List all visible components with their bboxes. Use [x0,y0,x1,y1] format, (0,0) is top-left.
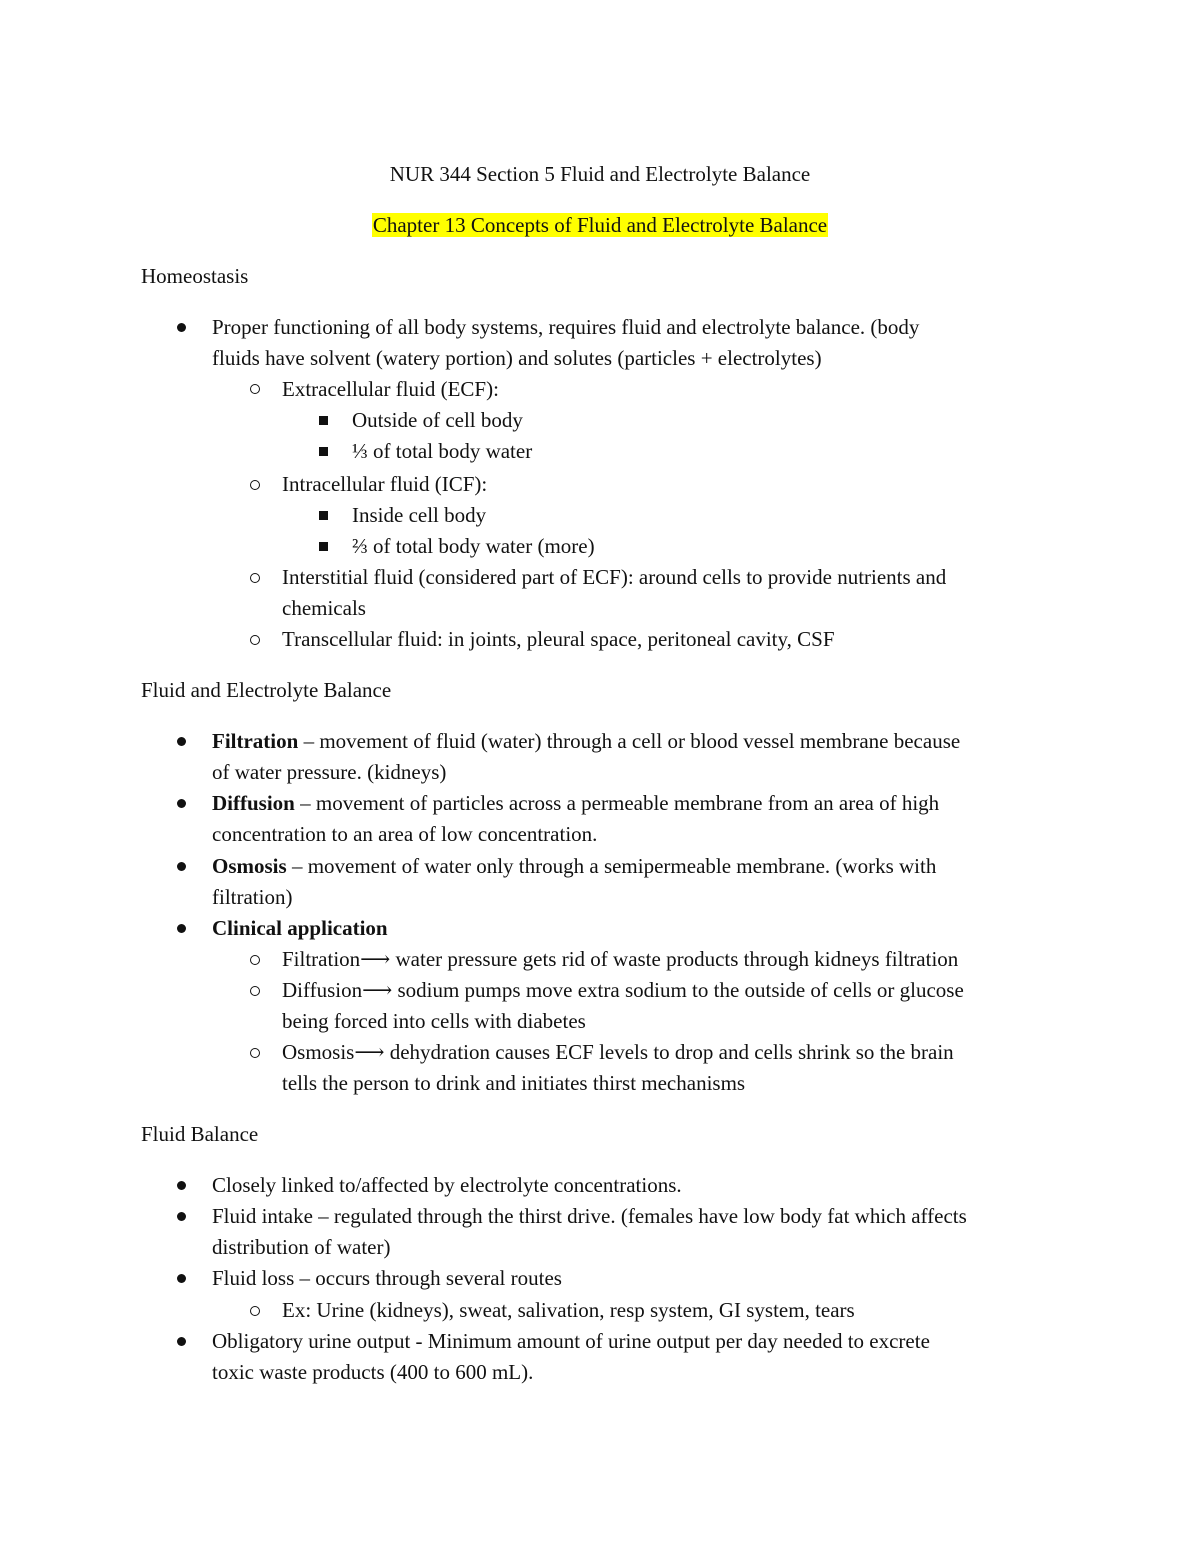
list-item: Extracellular fluid (ECF): [282,377,499,401]
section-heading-homeostasis: Homeostasis [141,264,249,288]
list-item: Inside cell body [352,503,487,527]
list-item-continued: distribution of water) [212,1235,391,1259]
list-item-continued: of water pressure. (kidneys) [212,760,447,784]
list-item-continued: toxic waste products (400 to 600 mL). [212,1360,534,1384]
bullet-circle [250,1306,260,1316]
list-item-continued: fluids have solvent (watery portion) and solutes (particles + electrolytes) [212,346,822,370]
list-item-continued: concentration to an area of low concentration. [212,822,598,846]
bullet-square [319,416,328,425]
list-item: Diffusion – movement of particles across a permeable membrane from an area of high [212,791,940,815]
bullet-disc [177,323,186,332]
list-item: Osmosis – movement of water only through a semipermeable membrane. (works with [212,854,937,878]
list-item: Transcellular fluid: in joints, pleural space, peritoneal cavity, CSF [282,627,835,651]
bullet-disc [177,1274,186,1283]
list-item: Diffusion⟶ sodium pumps move extra sodium to the outside of cells or glucose [282,978,964,1002]
list-item: Closely linked to/affected by electrolyte concentrations. [212,1173,682,1197]
section-heading-fluid-balance: Fluid Balance [141,1122,259,1146]
bullet-circle [250,1048,260,1058]
list-item-continued: tells the person to drink and initiates thirst mechanisms [282,1071,746,1095]
list-item: ⅓ of total body water [352,439,533,463]
bullet-disc [177,1181,186,1190]
bullet-circle [250,955,260,965]
list-item: Osmosis⟶ dehydration causes ECF levels to drop and cells shrink so the brain [282,1040,954,1064]
bullet-disc [177,924,186,933]
term-diffusion: Diffusion [212,791,295,815]
list-item: Interstitial fluid (considered part of ECF): around cells to provide nutrients and [282,565,947,589]
list-item: Ex: Urine (kidneys), sweat, salivation, resp system, GI system, tears [282,1298,855,1322]
document-title: NUR 344 Section 5 Fluid and Electrolyte Balance [389,162,811,186]
bullet-circle [250,986,260,996]
bullet-disc [177,1337,186,1346]
list-item: Outside of cell body [352,408,523,432]
term-clinical-application: Clinical application [212,916,388,940]
list-item-continued: filtration) [212,885,293,909]
bullet-disc [177,862,186,871]
list-item: Obligatory urine output - Minimum amount of urine output per day needed to excrete [212,1329,930,1353]
bullet-disc [177,1212,186,1221]
bullet-circle [250,573,260,583]
chapter-heading [0,213,1200,238]
list-item-continued: being forced into cells with diabetes [282,1009,586,1033]
bullet-square [319,511,328,520]
list-item: Filtration⟶ water pressure gets rid of waste products through kidneys filtration [282,947,959,971]
term-filtration: Filtration [212,729,299,753]
bullet-circle [250,384,260,394]
term-osmosis: Osmosis [212,854,287,878]
list-item-continued: chemicals [282,596,366,620]
list-item: Intracellular fluid (ICF): [282,472,488,496]
list-item: Filtration – movement of fluid (water) through a cell or blood vessel membrane because [212,729,961,753]
list-item: Fluid intake – regulated through the thirst drive. (females have low body fat which affects [212,1204,967,1228]
list-item: Fluid loss – occurs through several routes [212,1266,562,1290]
list-item: ⅔ of total body water (more) [352,534,595,558]
bullet-disc [177,799,186,808]
bullet-circle [250,635,260,645]
list-item: Proper functioning of all body systems, requires fluid and electrolyte balance. (body [212,315,920,339]
bullet-circle [250,480,260,490]
bullet-disc [177,737,186,746]
bullet-square [319,542,328,551]
section-heading-fluid-electrolyte: Fluid and Electrolyte Balance [141,678,392,702]
chapter-highlight: Chapter 13 Concepts of Fluid and Electrolyte Balance [372,213,828,237]
bullet-square [319,447,328,456]
